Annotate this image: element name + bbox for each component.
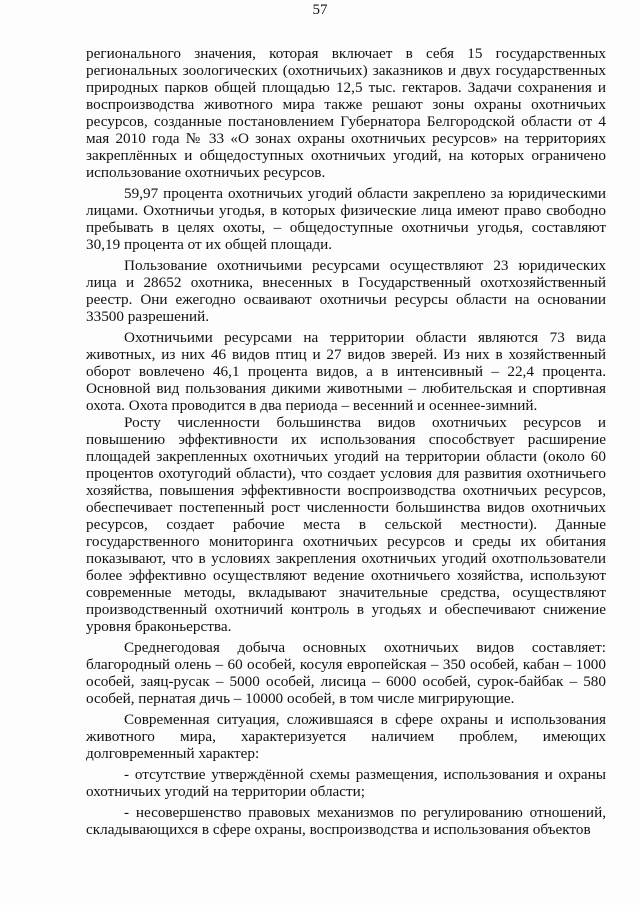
- paragraph: Среднегодовая добыча основных охотничьих видов составляет: благородный олень – 60 особей, косуля европейская – 350 особей, кабан – 1000 особей, заяц-русак – 5000 особей, лисица – 6000 особей, сурок-байбак – 580 особей, пернатая дичь – 10000 особей, в том числе мигрирующие.: [86, 639, 606, 707]
- list-item: - отсутствие утверждённой схемы размещения, использования и охраны охотничьих угодий на территории области;: [86, 766, 606, 800]
- list-item: - несовершенство правовых механизмов по регулированию отношений, складывающихся в сфере охраны, воспроизводства и использования объектов: [86, 804, 606, 838]
- paragraph: 59,97 процента охотничьих угодий области закреплено за юридическими лицами. Охотничьи угодья, в которых физические лица имеют право свободно пребывать в целях охоты, – общедоступные охотничьи угодья, составляют 30,19 процента от их общей площади.: [86, 185, 606, 253]
- document-body: [86, 45, 606, 838]
- paragraph-continuation: регионального значения, которая включает в себя 15 государственных региональных зоологических (охотничьих) заказников и двух государственных природных парков общей площадью 12,5 тыс. гектаров. Задачи сохранения и воспроизводства животного мира также решают зоны охраны охотничьих ресурсов, созданные постановлением Губернатора Белгородской области от 4 мая 2010 года № 33 «О зонах охраны охотничьих ресурсов» на территориях закреплённых и общедоступных охотничьих угодий, на которых ограничено использование охотничьих ресурсов.: [86, 45, 606, 181]
- page-number: 57: [312, 2, 328, 18]
- paragraph: Пользование охотничьими ресурсами осуществляют 23 юридических лица и 28652 охотника, внесенных в Государственный охотхозяйственный реестр. Они ежегодно осваивают охотничьи ресурсы области на основании 33500 разрешений.: [86, 257, 606, 325]
- paragraph: Охотничьими ресурсами на территории области являются 73 вида животных, из них 46 видов птиц и 27 видов зверей. Из них в хозяйственный оборот вовлечено 46,1 процента видов, а в интенсивный – 22,4 процента. Основной вид пользования дикими животными – любительская и спортивная охота. Охота проводится в два периода – весенний и осеннее-зимний.: [86, 329, 606, 414]
- paragraph: Современная ситуация, сложившаяся в сфере охраны и использования животного мира, характеризуется наличием проблем, имеющих долговременный характер:: [86, 711, 606, 762]
- paragraph: Росту численности большинства видов охотничьих ресурсов и повышению эффективности их использования способствует расширение площадей закрепленных охотничьих угодий на территории области (около 60 процентов охотугодий области), что создает условия для развития охотничьего хозяйства, повышения эффективности воспроизводства охотничьих ресурсов, обеспечивает постепенный рост численности большинства видов охотничьих ресурсов, создает рабочие места в сельской местности). Данные государственного мониторинга охотничьих ресурсов и среды их обитания показывают, что в условиях закрепления охотничьих угодий охотпользователи более эффективно осуществляют ведение охотничьего хозяйства, используют современные методы, вкладывают значительные средства, осуществляют производственный охотничий контроль в угодьях и обеспечивают снижение уровня браконьерства.: [86, 414, 606, 635]
